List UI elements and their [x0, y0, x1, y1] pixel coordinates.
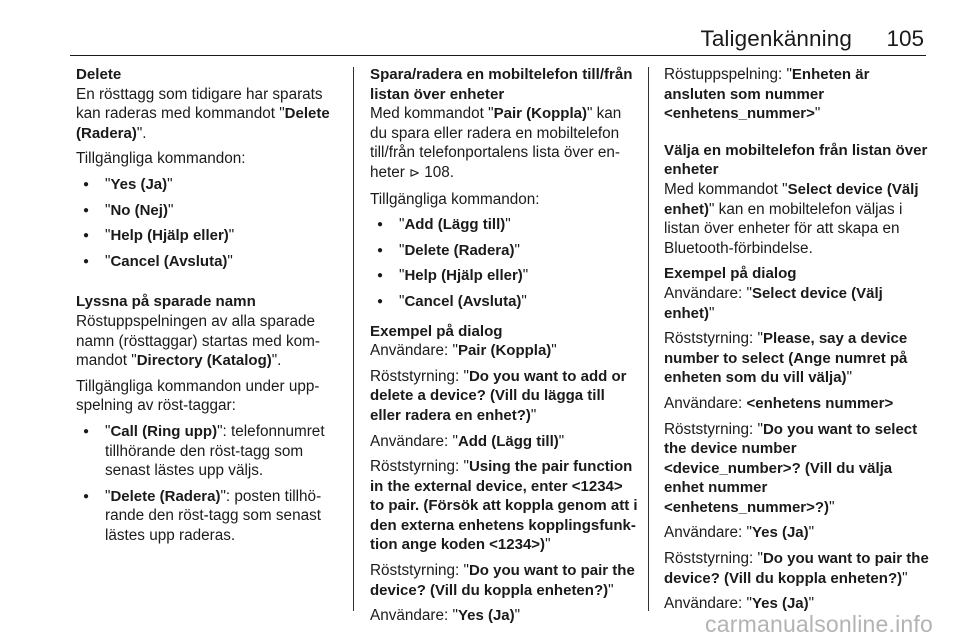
- quote-mark: ": [558, 432, 565, 450]
- dialog-speaker: Röststyrning:: [664, 550, 758, 568]
- quote-mark: ": [105, 252, 111, 270]
- quote-mark: ": [829, 498, 835, 516]
- quote-mark: ": [746, 524, 752, 542]
- paragraph-text: Med kommandot ": [370, 105, 494, 123]
- command-name: Cancel (Avsluta): [404, 292, 522, 310]
- dialog-line: [664, 420, 932, 518]
- quote-mark: ": [399, 216, 405, 234]
- command-name: Delete (Radera): [404, 241, 515, 259]
- list-item: [370, 292, 638, 312]
- during-playback-label: Tillgängliga kommandon under uppspelning av röst-taggar:: [76, 377, 320, 415]
- paragraph-text: En rösttagg som tidigare har sparats kan raderas med kommandot ": [76, 85, 323, 123]
- command-name: Select device (Välj enhet): [664, 180, 919, 218]
- quote-mark: ": [105, 175, 111, 193]
- paragraph-select: [664, 180, 932, 258]
- quote-mark: ": [452, 432, 458, 450]
- list-item: [370, 215, 638, 235]
- list-item: [76, 487, 346, 546]
- quote-mark: ": [452, 607, 458, 625]
- command-description: : posten tillhörande den röst-tagg som senast lästes upp raderas.: [105, 487, 322, 544]
- command-name: Pair (Koppla): [493, 105, 587, 123]
- dialog-speaker: Röststyrning:: [664, 420, 758, 438]
- quote-mark: ": [514, 241, 520, 259]
- quote-mark: ": [452, 342, 458, 360]
- command-list: [370, 215, 638, 311]
- dialog-line: [664, 329, 932, 388]
- dialog-speaker: Användare:: [370, 607, 453, 625]
- dialog-utterance: Enheten är ansluten som nummer <enhetens_nummer>: [664, 66, 870, 123]
- quote-mark: ": [399, 292, 405, 310]
- dialog-speaker: Användare:: [664, 595, 747, 613]
- quote-mark: ": [757, 550, 763, 568]
- quote-mark: ": [521, 292, 527, 310]
- quote-mark: ": [757, 420, 763, 438]
- dialog-utterance: Do you want to add or delete a device? (Vill du lägga till eller radera en enhet?): [370, 367, 627, 424]
- dialog-utterance: Do you want to select the device number <device_number>? (Vill du välja enhet nummer <enhetens_nummer>?): [664, 420, 918, 516]
- list-item: [76, 252, 346, 272]
- dialog-line: [370, 367, 638, 426]
- quote-mark: ": [786, 66, 792, 83]
- dialog-utterance: Using the pair function in the external device, enter <1234> to pair. (Försök att koppla genom att i den externa enhetens kopplingsfunktion ange koden <1234>): [370, 458, 638, 554]
- paragraph-text: ".: [136, 124, 147, 142]
- quote-mark: ": [399, 241, 405, 259]
- dialog-speaker: Användare:: [370, 342, 453, 360]
- dialog-line: [370, 457, 638, 555]
- command-description: : telefonnumret tillhörande den röst-tagg som senast lästes upp väljs.: [105, 422, 325, 480]
- available-commands-label: Tillgängliga kommandon:: [76, 150, 246, 168]
- dialog-line: [664, 549, 932, 588]
- header-rule: [70, 55, 926, 56]
- page-reference: 108.: [420, 163, 455, 181]
- page-reference-icon: ⊳: [409, 165, 421, 181]
- quote-mark: ": [227, 252, 233, 270]
- dialog-speaker: Användare:: [664, 284, 747, 302]
- command-list: [76, 175, 346, 271]
- dialog-speaker: Röststyrning:: [370, 562, 464, 580]
- column-1: [76, 65, 346, 555]
- quote-mark: ": [463, 367, 469, 385]
- list-item: [76, 422, 346, 481]
- quote-mark: ": [105, 227, 111, 245]
- dialog-line: [370, 432, 638, 452]
- quote-mark: ": [608, 581, 614, 599]
- dialog-speaker: Röststyrning:: [370, 458, 464, 476]
- section-heading-dialog: Exempel på dialog: [664, 265, 797, 283]
- command-name: Help (Hjälp eller): [404, 267, 523, 285]
- dialog-line: [664, 65, 932, 124]
- paragraph-text: ".: [271, 352, 282, 370]
- command-name: No (Nej): [110, 201, 168, 219]
- playback-command-list: [76, 422, 346, 546]
- dialog-utterance: Please, say a device number to select (Ange numret på enheten som du vill välja): [664, 330, 908, 387]
- dialog-utterance: Yes (Ja): [751, 595, 809, 613]
- dialog-line: [370, 341, 638, 361]
- paragraph-text: " kan du spara eller radera en mobiltelefon till/från telefonportalens lista över enheter: [370, 105, 622, 181]
- paragraph-text: Med kommandot ": [664, 180, 788, 198]
- dialog-speaker: Användare:: [664, 524, 747, 542]
- quote-mark: ": [746, 284, 752, 302]
- quote-mark: ": [217, 422, 223, 440]
- list-item: [370, 241, 638, 261]
- list-item: [370, 266, 638, 286]
- dialog-line: [370, 606, 638, 626]
- dialog-utterance: Pair (Koppla): [457, 342, 552, 360]
- quote-mark: ": [814, 105, 821, 123]
- command-name: Yes (Ja): [110, 175, 168, 193]
- command-name: Directory (Katalog): [136, 352, 272, 370]
- dialog-speaker: Användare:: [370, 432, 453, 450]
- quote-mark: ": [709, 304, 715, 322]
- section-heading-delete: Delete: [76, 66, 122, 83]
- watermark: carmanualsonline.info: [705, 611, 933, 637]
- list-item: [76, 175, 346, 195]
- list-item: [76, 226, 346, 246]
- quote-mark: ": [514, 607, 521, 625]
- column-3: [664, 65, 932, 620]
- dialog-utterance: Select device (Välj enhet): [664, 284, 883, 322]
- dialog-speaker: Röststyrning:: [370, 367, 464, 385]
- quote-mark: ": [167, 175, 173, 193]
- dialog-line: [664, 523, 932, 543]
- quote-mark: ": [757, 330, 763, 348]
- dialog-utterance: <enhetens nummer>: [746, 394, 894, 412]
- dialog-utterance: Yes (Ja): [457, 607, 515, 625]
- dialog-speaker: Röststyrning:: [664, 330, 758, 348]
- dialog-line: [664, 284, 932, 323]
- command-name: Delete (Radera): [110, 487, 221, 505]
- quote-mark: ": [220, 487, 226, 505]
- section-heading-pair: Spara/radera en mobiltelefon till/från listan över enheter: [370, 66, 633, 103]
- paragraph-listen: [76, 312, 346, 371]
- quote-mark: ": [105, 422, 111, 440]
- quote-mark: ": [167, 201, 174, 219]
- section-heading-listen: Lyssna på sparade namn: [76, 293, 256, 311]
- quote-mark: ": [105, 487, 111, 505]
- page-title: Taligenkänning: [700, 26, 852, 51]
- dialog-utterance: Add (Lägg till): [457, 432, 559, 450]
- command-name: Delete (Radera): [76, 105, 330, 142]
- dialog-speaker: Röstuppspelning:: [664, 66, 787, 83]
- column-2: [370, 65, 638, 632]
- section-heading-select: Välja en mobiltelefon från listan över enheter: [664, 141, 928, 179]
- page-header: [0, 0, 960, 62]
- dialog-utterance: Do you want to pair the device? (Vill du koppla enheten?): [370, 562, 635, 599]
- section-heading-dialog: Exempel på dialog: [370, 322, 503, 340]
- paragraph-text: Röstuppspelningen av alla sparade namn (rösttaggar) startas med kommandot ": [76, 312, 320, 370]
- quote-mark: ": [846, 369, 852, 387]
- command-name: Help (Hjälp eller): [110, 227, 229, 245]
- quote-mark: ": [463, 458, 469, 476]
- quote-mark: ": [808, 524, 815, 542]
- quote-mark: ": [505, 216, 511, 234]
- paragraph-delete: [76, 85, 346, 144]
- dialog-utterance: Yes (Ja): [751, 524, 809, 542]
- quote-mark: ": [105, 201, 111, 219]
- command-name: Cancel (Avsluta): [110, 252, 228, 270]
- quote-mark: ": [228, 227, 235, 245]
- quote-mark: ": [399, 267, 405, 285]
- column-divider-left: [353, 67, 354, 611]
- quote-mark: ": [463, 562, 469, 580]
- dialog-speaker: Användare:: [664, 394, 747, 412]
- available-commands-label: Tillgängliga kommandon:: [370, 190, 540, 208]
- spacer: [76, 281, 346, 292]
- quote-mark: ": [808, 595, 815, 613]
- command-name: Add (Lägg till): [404, 216, 506, 234]
- quote-mark: ": [551, 342, 557, 360]
- quote-mark: ": [545, 536, 551, 554]
- list-item: [76, 201, 346, 221]
- quote-mark: ": [530, 406, 537, 424]
- paragraph-text: " kan en mobiltelefon väljas i listan över enheter för att skapa en Bluetooth-förbindelse.: [664, 200, 903, 257]
- dialog-line: [370, 561, 638, 600]
- page-number: 105: [886, 26, 924, 51]
- dialog-utterance: Do you want to pair the device? (Vill du koppla enheten?): [664, 550, 929, 587]
- command-name: Call (Ring upp): [110, 422, 218, 440]
- quote-mark: ": [902, 569, 908, 587]
- dialog-line: [664, 394, 932, 414]
- spacer: [664, 130, 932, 141]
- quote-mark: ": [746, 595, 752, 613]
- quote-mark: ": [522, 267, 529, 285]
- paragraph-pair: [370, 104, 638, 183]
- column-divider-right: [648, 67, 649, 611]
